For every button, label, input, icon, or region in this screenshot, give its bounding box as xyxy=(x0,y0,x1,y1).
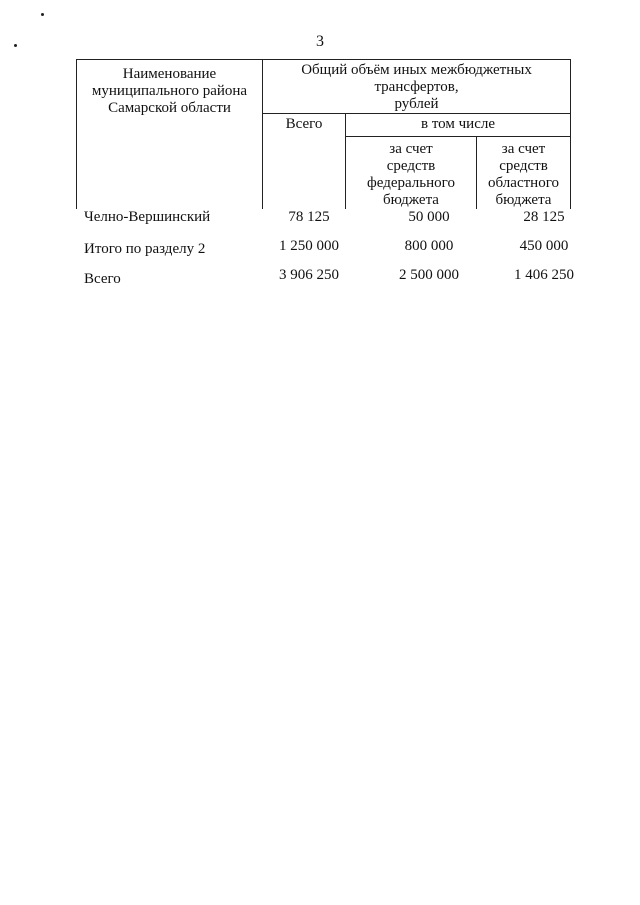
column-header-district xyxy=(77,60,263,210)
row-total-value: 3 906 250 xyxy=(279,267,339,283)
header-line: рублей xyxy=(394,96,439,112)
table-header xyxy=(76,59,571,209)
header-line: средств xyxy=(386,158,436,174)
row-total-value: 78 125 xyxy=(288,209,330,225)
scan-speck xyxy=(41,13,44,16)
row-regional-value: 450 000 xyxy=(519,238,569,254)
header-line: бюджета xyxy=(495,192,552,208)
row-federal-value: 2 500 000 xyxy=(399,267,459,283)
row-regional-value: 28 125 xyxy=(523,209,565,225)
table-row xyxy=(84,209,574,229)
table-row xyxy=(84,267,574,287)
row-district-name: Всего xyxy=(84,271,121,287)
header-line: трансфертов, xyxy=(374,79,459,95)
header-line: бюджета xyxy=(383,192,439,208)
page-number: 3 xyxy=(316,33,324,50)
header-line: областного xyxy=(488,175,559,191)
header-line: за счет xyxy=(501,141,546,157)
table-row xyxy=(84,238,574,258)
header-line: Самарской области xyxy=(108,100,231,116)
header-line: Наименование xyxy=(122,66,217,82)
scan-speck xyxy=(14,44,17,47)
header-line: средств xyxy=(499,158,548,174)
column-header-total: Всего xyxy=(263,114,346,210)
row-federal-value: 800 000 xyxy=(404,238,454,254)
row-district-name: Челно-Вершинский xyxy=(84,209,211,225)
row-district-name: Итого по разделу 2 xyxy=(84,241,206,257)
row-federal-value: 50 000 xyxy=(408,209,450,225)
column-header-total-volume xyxy=(263,60,571,114)
row-total-value: 1 250 000 xyxy=(279,238,339,254)
header-line: за счет xyxy=(389,141,433,157)
row-regional-value: 1 406 250 xyxy=(514,267,574,283)
column-header-regional xyxy=(477,137,571,210)
header-line: муниципального района xyxy=(91,83,248,99)
column-header-federal xyxy=(346,137,477,210)
header-line: Общий объём иных межбюджетных xyxy=(301,62,532,78)
column-header-including: в том числе xyxy=(346,114,571,137)
header-line: федерального xyxy=(367,175,455,191)
